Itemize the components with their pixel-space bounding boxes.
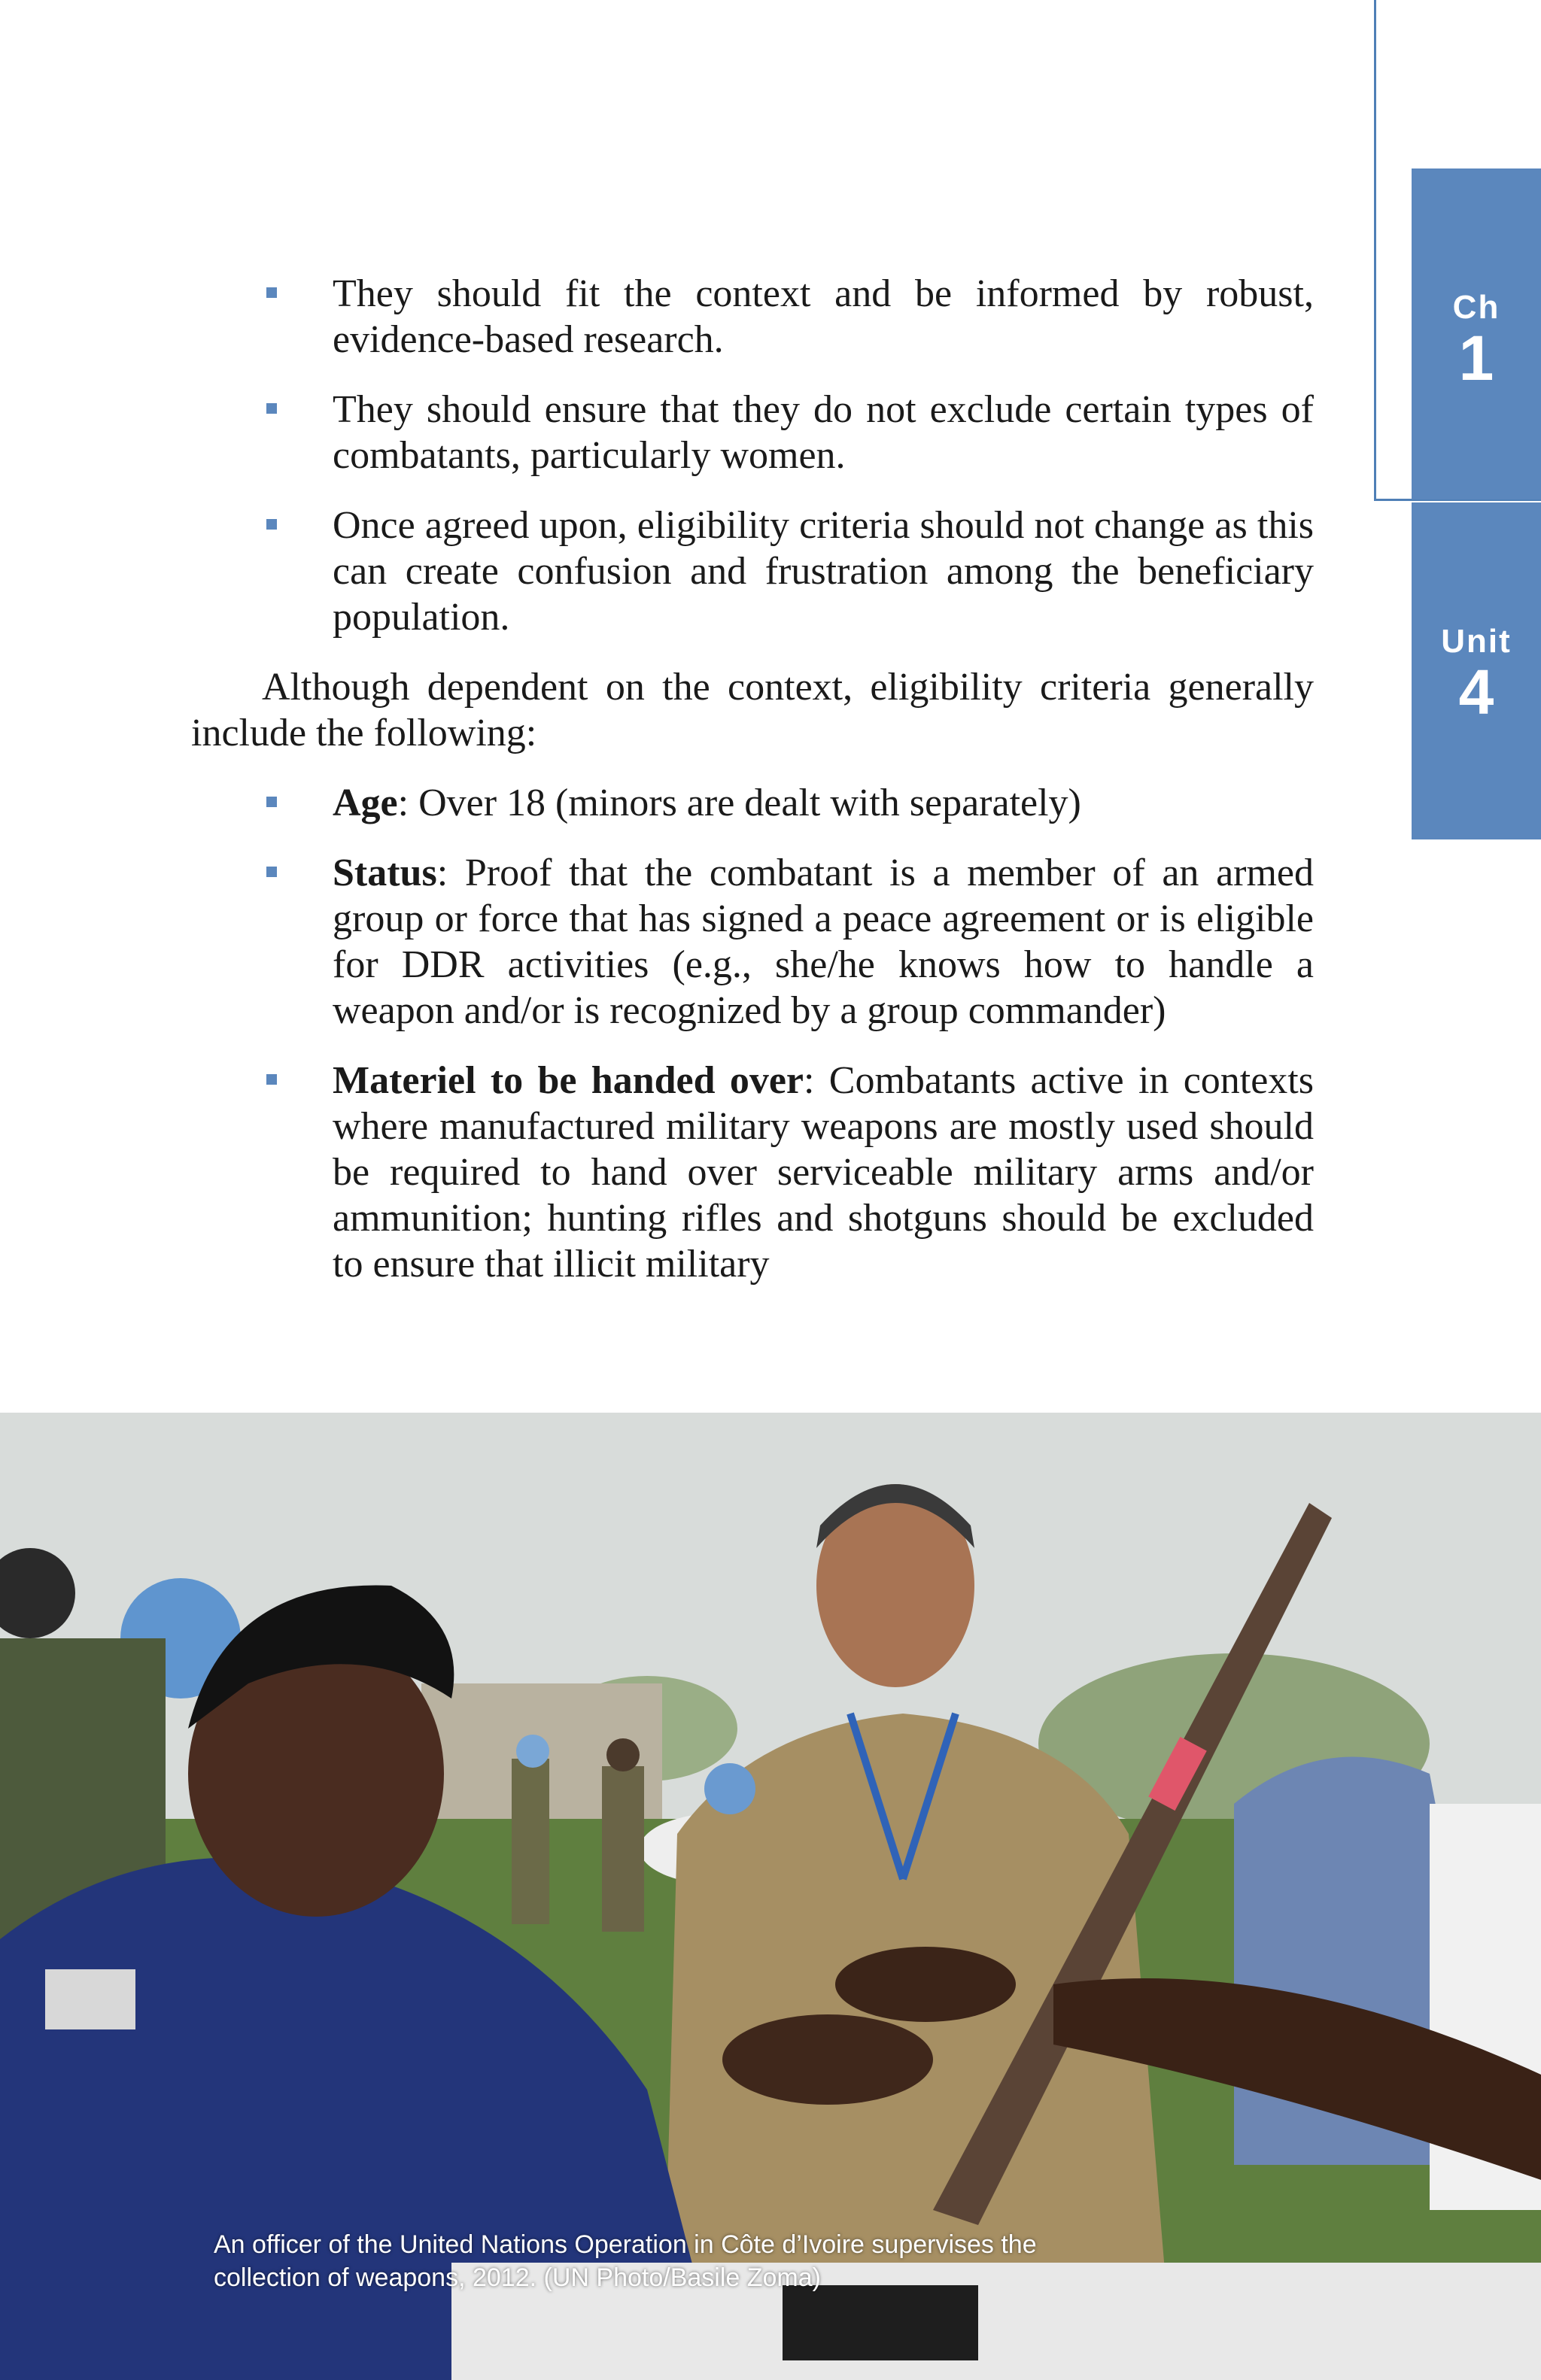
bullet-text: They should ensure that they do not exclude certain types of combatants, particularly women. <box>333 388 1314 477</box>
photo-soldier-head <box>606 1738 640 1771</box>
photo-un-patch <box>704 1763 755 1814</box>
unit-tab <box>1412 502 1541 839</box>
photo-soldier <box>512 1759 549 1924</box>
criteria-item-materiel <box>191 1058 1314 1287</box>
bullet-item <box>191 271 1314 363</box>
unit-tab-label: Unit <box>1441 623 1512 660</box>
square-bullet-icon <box>266 797 277 807</box>
intro-bullet-list <box>191 271 1314 640</box>
photo-epaulette <box>45 1969 135 2029</box>
square-bullet-icon <box>266 1074 277 1085</box>
square-bullet-icon <box>266 519 277 530</box>
criteria-bullet-list <box>191 780 1314 1287</box>
square-bullet-icon <box>266 867 277 877</box>
photo-hand <box>835 1947 1016 2022</box>
square-bullet-icon <box>266 403 277 414</box>
bullet-item <box>191 387 1314 478</box>
photo-caption-line: An officer of the United Nations Operation in Côte d’Ivoire supervises the <box>214 2230 1037 2259</box>
criteria-term: Status <box>333 852 437 894</box>
criteria-text: : Combatants active in contexts where manufactured military weapons are mostly used should be required to hand over serviceable military arms and/or ammunition; hunting rifles and shotguns should be excluded to ensure that illicit military <box>333 1059 1314 1286</box>
criteria-item-age <box>191 780 1314 826</box>
photo-caption <box>214 2228 1267 2294</box>
criteria-text: : Proof that the combatant is a member of an armed group or force that has signed a peace agreement or is eligible for DDR activities (e.g., she/he knows how to handle a weapon and/or is recognized by a group commander) <box>333 852 1314 1032</box>
criteria-item-status <box>191 850 1314 1034</box>
photo-caption-line: collection of weapons, 2012. (UN Photo/Basile Zoma) <box>214 2263 821 2292</box>
criteria-intro-paragraph: Although dependent on the context, eligibility criteria generally include the following: <box>191 666 1314 754</box>
bullet-text: Once agreed upon, eligibility criteria should not change as this can create confusion and frustration among the beneficiary population. <box>333 504 1314 639</box>
body-text <box>191 271 1314 1311</box>
photo-notebook <box>783 2285 978 2360</box>
bullet-text: They should fit the context and be informed by robust, evidence-based research. <box>333 272 1314 361</box>
bullet-item <box>191 502 1314 640</box>
criteria-term: Age <box>333 782 398 824</box>
photo-hand <box>722 2014 933 2105</box>
criteria-text: : Over 18 (minors are dealt with separately) <box>397 782 1081 824</box>
photo-soldier <box>602 1766 644 1932</box>
photo-soldier-helmet <box>516 1735 549 1768</box>
chapter-tab-number: 1 <box>1458 323 1494 393</box>
chapter-tab <box>1412 168 1541 499</box>
chapter-tab-label: Ch <box>1452 289 1500 326</box>
square-bullet-icon <box>266 287 277 298</box>
unit-tab-number: 4 <box>1458 657 1494 727</box>
criteria-term: Materiel to be handed over <box>333 1059 804 1102</box>
tab-guide-line <box>1374 0 1376 501</box>
